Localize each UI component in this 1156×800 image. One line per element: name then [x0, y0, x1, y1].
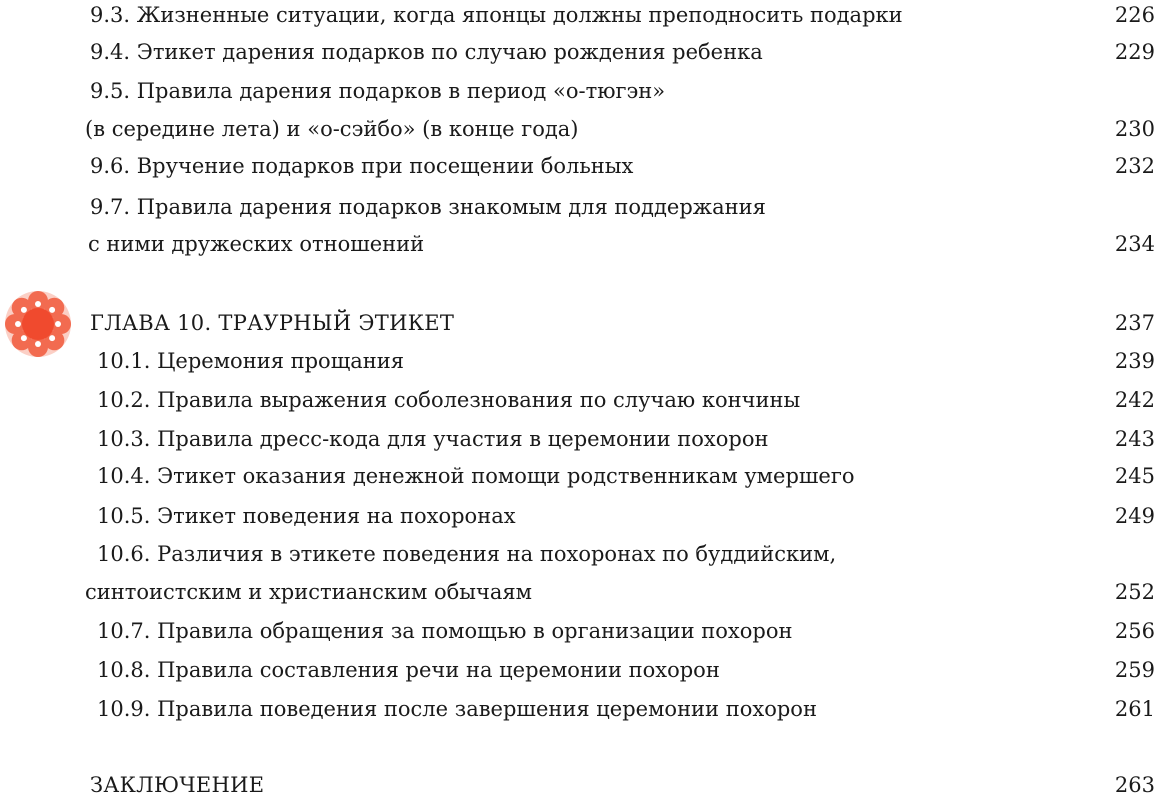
toc-entry-page: 261: [1114, 697, 1155, 721]
toc-entry-title: 9.6. Вручение подарков при посещении больных: [90, 154, 634, 178]
toc-entry-9-3: [0, 0, 1156, 30]
chapter-title: ЗАКЛЮЧЕНИЕ: [90, 773, 265, 797]
toc-entry-title: 9.7. Правила дарения подарков знакомым для поддержания: [90, 195, 766, 219]
toc-entry-title: 10.8. Правила составления речи на церемонии похорон: [97, 658, 720, 682]
toc-entry-page: 230: [1114, 117, 1155, 141]
toc-entry-title: 10.6. Различия в этикете поведения на похоронах по буддийским,: [97, 542, 837, 566]
toc-entry-page: 229: [1114, 40, 1155, 64]
toc-entry-10-4: [0, 461, 1156, 491]
toc-entry-9-7-continued: [0, 229, 1156, 259]
toc-entry-10-5: [0, 501, 1156, 531]
toc-entry-9-6: [0, 151, 1156, 181]
toc-entry-10-9: [0, 694, 1156, 724]
toc-entry-page: 259: [1114, 658, 1155, 682]
toc-entry-title: 10.9. Правила поведения после завершения церемонии похорон: [97, 697, 817, 721]
toc-entry-title: синтоистским и христианским обычаям: [85, 580, 533, 604]
toc-entry-title: 10.3. Правила дресс-кода для участия в церемонии похорон: [97, 427, 769, 451]
toc-entry-9-7: [0, 192, 1156, 222]
toc-conclusion: [0, 770, 1156, 800]
toc-entry-9-5: [0, 76, 1156, 106]
toc-entry-title: (в середине лета) и «о-сэйбо» (в конце года): [85, 117, 579, 141]
toc-entry-title: 10.4. Этикет оказания денежной помощи родственникам умершего: [97, 464, 855, 488]
toc-chapter-10: [0, 308, 1156, 338]
toc-entry-10-6-continued: [0, 577, 1156, 607]
toc-entry-page: 239: [1114, 349, 1155, 373]
toc-entry-page: 242: [1114, 388, 1155, 412]
toc-entry-title: 9.4. Этикет дарения подарков по случаю рождения ребенка: [90, 40, 763, 64]
toc-entry-title: 10.5. Этикет поведения на похоронах: [97, 504, 516, 528]
toc-entry-title: с ними дружеских отношений: [88, 232, 425, 256]
toc-entry-page: 263: [1114, 773, 1155, 797]
toc-entry-page: 252: [1114, 580, 1155, 604]
toc-entry-10-6: [0, 539, 1156, 569]
toc-entry-10-2: [0, 385, 1156, 415]
toc-entry-page: 243: [1114, 427, 1155, 451]
chapter-title: ГЛАВА 10. ТРАУРНЫЙ ЭТИКЕТ: [90, 311, 455, 335]
toc-entry-9-4: [0, 37, 1156, 67]
toc-entry-title: 9.5. Правила дарения подарков в период «о-тюгэн»: [90, 79, 666, 103]
toc-entry-10-3: [0, 424, 1156, 454]
toc-entry-10-8: [0, 655, 1156, 685]
toc-entry-page: 232: [1114, 154, 1155, 178]
toc-entry-title: 10.2. Правила выражения соболезнования по случаю кончины: [97, 388, 801, 412]
toc-entry-title: 9.3. Жизненные ситуации, когда японцы должны преподносить подарки: [90, 3, 903, 27]
toc-entry-page: 245: [1114, 464, 1155, 488]
toc-entry-page: 249: [1114, 504, 1155, 528]
toc-entry-title: 10.7. Правила обращения за помощью в организации похорон: [97, 619, 793, 643]
toc-entry-page: 234: [1114, 232, 1155, 256]
toc-entry-page: 256: [1114, 619, 1155, 643]
toc-entry-10-7: [0, 616, 1156, 646]
toc-entry-title: 10.1. Церемония прощания: [97, 349, 404, 373]
toc-entry-page: 226: [1114, 3, 1155, 27]
toc-entry-10-1: [0, 346, 1156, 376]
toc-entry-9-5-continued: [0, 114, 1156, 144]
toc-entry-page: 237: [1114, 311, 1155, 335]
